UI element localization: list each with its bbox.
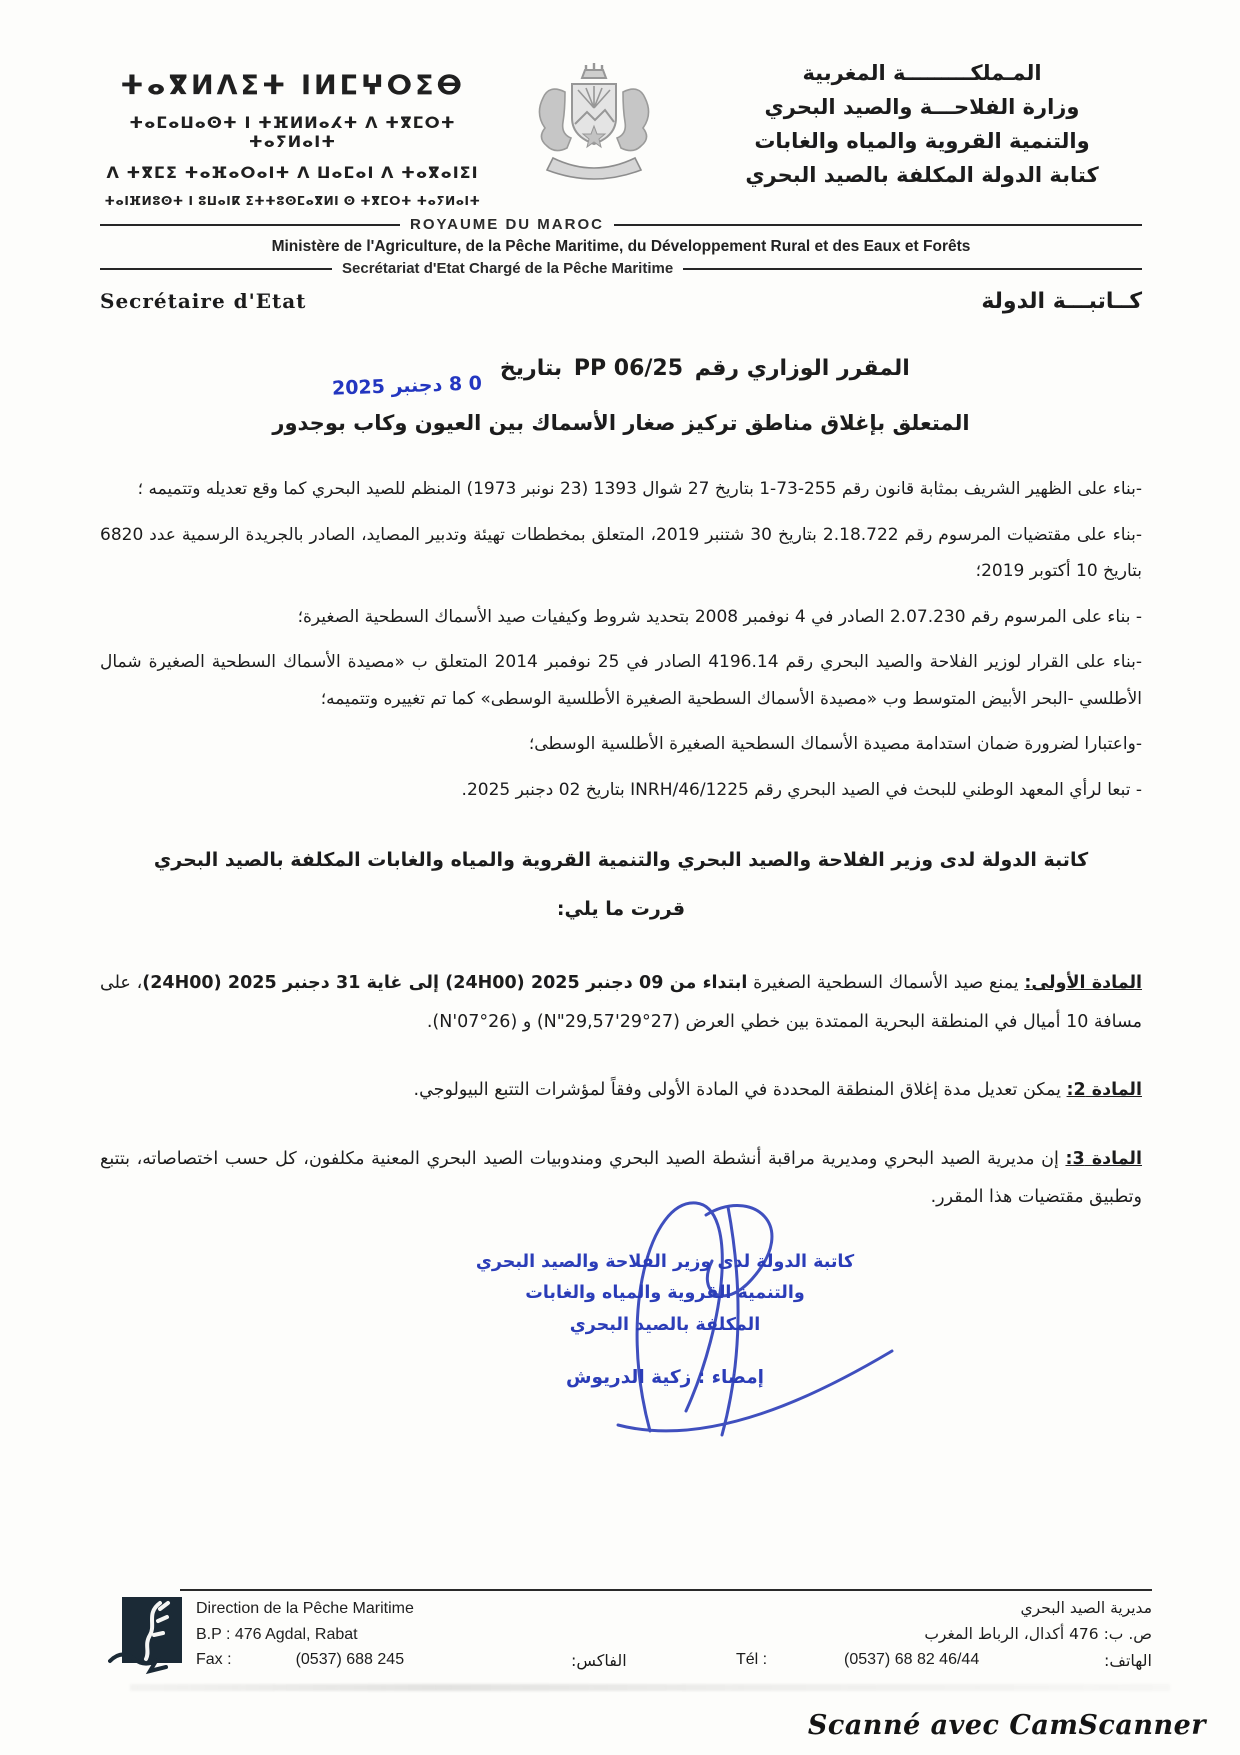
- articles: [100, 964, 1142, 1217]
- article-3: [100, 1140, 1142, 1217]
- letterhead: [100, 56, 1142, 208]
- decree-title-line2: المتعلق بإغلاق مناطق تركيز صغار الأسماك بين العيون وكاب بوجدور: [272, 411, 970, 435]
- deciding-authority-line: كاتبة الدولة لدى وزير الفلاحة والصيد البحري والتنمية القروية والمياه والغابات المكلفة بالصيد البحري: [153, 849, 1089, 872]
- article-2-text: يمكن تعديل مدة إغلاق المنطقة المحددة في المادة الأولى وفقاً لمؤشرات التتبع البيولوجي.: [413, 1080, 1067, 1101]
- article-1-dates: ابتداء من 09 دجنبر 2025 (24H00) إلى غاية 31 دجنبر 2025 (24H00): [142, 973, 748, 994]
- article-2-label: المادة 2:: [1066, 1080, 1142, 1101]
- fax-label: Fax :: [196, 1651, 232, 1668]
- scan-artifact: [130, 1684, 1170, 1691]
- coat-of-arms-icon: [515, 56, 673, 194]
- decree-reference: PP 06/25: [573, 356, 684, 381]
- fax-number: (0537) 688 245: [295, 1651, 405, 1668]
- arabic-ministry-line: وزارة الفلاحـــة والصيد البحري: [764, 95, 1080, 120]
- arabic-development-line: والتنمية القروية والمياه والغابات: [754, 129, 1090, 154]
- signatory-name-line: إمضاء : زكية الدريوش: [565, 1367, 765, 1389]
- fisheries-directorate-logo-icon: [108, 1595, 186, 1680]
- decree-title: [100, 356, 1142, 435]
- footer: [108, 1589, 1152, 1677]
- signature-block: [430, 1247, 900, 1395]
- preamble: [100, 471, 1142, 808]
- tifinagh-block: [100, 56, 485, 208]
- secretaire-detat-label: Secrétaire d'Etat: [100, 289, 307, 313]
- arabic-kingdom-line: المـملكـــــــــة المغربية: [802, 61, 1042, 85]
- preamble-item: -واعتبارا لضرورة ضمان استدامة مصيدة الأسماك السطحية الصغيرة الأطلسية الوسطى؛: [528, 734, 1142, 755]
- preamble-item: -بناء على القرار لوزير الفلاحة والصيد البحري رقم 4196.14 الصادر في 25 نوفمبر 2014 المتعلق ب «مصيدة الأسماك السطحية الصغيرة شمال الأطلسي -البحر الأبيض المتوسط وب «مصيدة الأسماك السطحية الصغيرة الأطلسية الوسطى» كما تم تغييره وتتميمه؛: [100, 652, 1142, 709]
- article-1-text: ، على مسافة 10 أميال في المنطقة البحرية الممتدة بين خطي العرض (27°29'29,57"N) و (26°07'N).: [100, 973, 1142, 1032]
- bp-address-label: B.P : 476 Agdal, Rabat: [196, 1626, 358, 1643]
- tel-label-arabic: الهاتف:: [1104, 1651, 1152, 1670]
- title-suffix: بتاريخ: [499, 356, 563, 381]
- secretariat-label: Secrétariat d'Etat Chargé de la Pêche Maritime: [342, 260, 674, 277]
- officials-row: [100, 289, 1142, 314]
- direction-peche-maritime-label: Direction de la Pêche Maritime: [196, 1600, 414, 1617]
- royaume-divider: [100, 216, 1142, 233]
- fax-label-arabic: الفاكس:: [571, 1651, 627, 1670]
- decision-heading: [100, 842, 1142, 920]
- royaume-du-maroc-label: ROYAUME DU MAROC: [410, 216, 604, 233]
- tifinagh-secretariat-line: ⵜⴰⵏⴼⵍⵓⵙⵜ ⵏ ⵓⵡⴰⵏⴽ ⵉⵜⵜⵓⵙⵎⴰⴳⵍⵏ ⵙ ⵜⴳⵎⵔⵜ ⵜⴰⵢⵍⴰⵏⵜ: [104, 194, 481, 208]
- article-1: [100, 964, 1142, 1041]
- preamble-item: - بناء على المرسوم رقم 2.07.230 الصادر في 4 نوفمبر 2008 بتحديد شروط وكيفيات صيد الأسماك السطحية الصغيرة؛: [297, 606, 1142, 627]
- title-prefix: المقرر الوزاري رقم: [694, 356, 910, 381]
- secretariat-divider: [100, 260, 1142, 277]
- date-stamp: 0 8 دجنبر 2025: [331, 372, 483, 400]
- tifinagh-development-line: ⴷ ⵜⴳⵎⵉ ⵜⴰⴼⴰⵔⴰⵏⵜ ⴷ ⵡⴰⵎⴰⵏ ⴷ ⵜⴰⴳⴰⵏⵉⵏ: [106, 163, 479, 182]
- footer-row-1: [196, 1599, 1152, 1618]
- article-1-text: يمنع صيد الأسماك السطحية الصغيرة: [747, 973, 1025, 994]
- fax-entry: [196, 1651, 404, 1669]
- article-1-label: المادة الأولى:: [1024, 973, 1143, 994]
- article-3-text: إن مديرية الصيد البحري ومديرية مراقبة أنشطة الصيد البحري ومندوبيات الصيد البحري المعنية مكلفون، كل حسب اختصاصاته، بتتبع وتطبيق مقتضيات هذا المقرر.: [100, 1148, 1142, 1208]
- tel-label: Tél :: [736, 1651, 768, 1668]
- arabic-secretariat-line: كتابة الدولة المكلفة بالصيد البحري: [745, 163, 1099, 188]
- article-3-label: المادة 3:: [1065, 1148, 1142, 1169]
- preamble-item: - تبعا لرأي المعهد الوطني للبحث في الصيد البحري رقم 46/1225/INRH بتاريخ 02 دجنبر 2025.: [461, 779, 1142, 800]
- article-2: [100, 1071, 1142, 1110]
- tifinagh-kingdom-line: ⵜⴰⴳⵍⴷⵉⵜ ⵏⵍⵎⵖⵔⵉⴱ: [120, 70, 465, 101]
- divider-line: [683, 268, 1142, 270]
- camscanner-watermark: Scanné avec CamScanner: [807, 1710, 1206, 1741]
- tifinagh-ministry-line: ⵜⴰⵎⴰⵡⴰⵙⵜ ⵏ ⵜⴼⵍⵍⴰⵃⵜ ⴷ ⵜⴳⵎⵔⵜ ⵜⴰⵢⵍⴰⵏⵜ: [129, 113, 456, 151]
- decree-title-line1: [100, 356, 1142, 400]
- footer-row-3: [196, 1651, 1152, 1677]
- ministere-line: Ministère de l'Agriculture, de la Pêche Maritime, du Développement Rural et des Eaux et Forêts: [271, 238, 971, 255]
- signature-stamp-line1: كاتبة الدولة لدى وزير الفلاحة والصيد البحري: [475, 1251, 855, 1272]
- divider-line: [100, 224, 400, 226]
- katibat-addawla-label: كــاتبـــة الدولة: [981, 289, 1142, 314]
- mudiriyat-assayd-label: مديرية الصيد البحري: [1020, 1599, 1152, 1617]
- arabic-address-label: ص. ب: 476 أكدال، الرباط المغرب: [924, 1625, 1152, 1643]
- decides-as-follows-line: قررت ما يلي:: [556, 898, 686, 921]
- preamble-item: -بناء على الظهير الشريف بمثابة قانون رقم 255-73-1 بتاريخ 27 شوال 1393 (23 نونبر 1973) المنظم للصيد البحري كما وقع تعديله وتتميمه ؛: [137, 479, 1142, 499]
- preamble-item: -بناء على مقتضيات المرسوم رقم 2.18.722 بتاريخ 30 شتنبر 2019، المتعلق بمخططات تهيئة وتدبير المصايد، الصادر بالجريدة الرسمية عدد 6820 بتاريخ 10 أكتوبر 2019؛: [100, 524, 1142, 582]
- signature-stamp-line2: والتنمية القروية والمياه والغابات: [525, 1283, 805, 1304]
- signature-stamp-line3: المكلفة بالصيد البحري: [569, 1314, 761, 1335]
- footer-row-2: [196, 1625, 1152, 1644]
- divider-line: [100, 268, 332, 270]
- arabic-header: [702, 56, 1142, 192]
- divider-line: [614, 224, 1142, 226]
- tel-number: (0537) 68 82 46/44: [844, 1651, 980, 1668]
